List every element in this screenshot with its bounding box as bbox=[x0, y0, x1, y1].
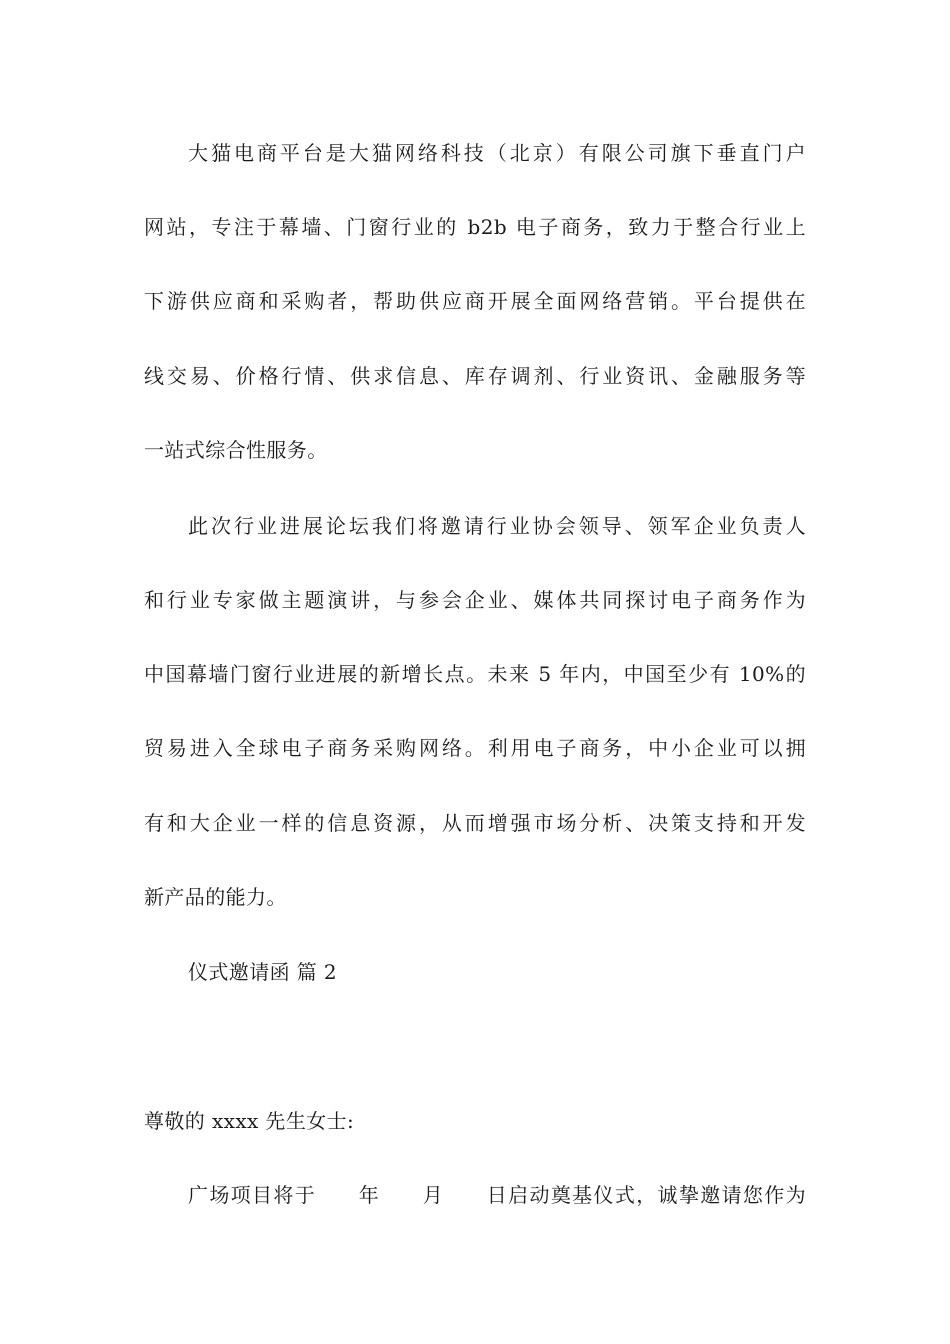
paragraph-1-line-4: 线交易、价格行情、供求信息、库存调剂、行业资讯、金融服务等 bbox=[144, 364, 806, 388]
paragraph-2-line-5: 有和大企业一样的信息资源，从而增强市场分析、决策支持和开发 bbox=[144, 811, 806, 835]
paragraph-2-line-6: 新产品的能力。 bbox=[144, 885, 287, 909]
section-heading: 仪式邀请函 篇 2 bbox=[188, 960, 338, 984]
paragraph-1-line-5: 一站式综合性服务。 bbox=[144, 438, 328, 462]
salutation: 尊敬的 xxxx 先生女士: bbox=[144, 1109, 355, 1133]
paragraph-2-line-3: 中国幕墙门窗行业进展的新增长点。未来 5 年内，中国至少有 10%的 bbox=[144, 662, 806, 686]
paragraph-2-line-4: 贸易进入全球电子商务采购网络。利用电子商务，中小企业可以拥 bbox=[144, 736, 806, 760]
paragraph-2-line-1: 此次行业进展论坛我们将邀请行业协会领导、领军企业负责人 bbox=[188, 514, 806, 538]
paragraph-1-line-3: 下游供应商和采购者，帮助供应商开展全面网络营销。平台提供在 bbox=[144, 289, 806, 313]
paragraph-1-line-1: 大猫电商平台是大猫网络科技（北京）有限公司旗下垂直门户 bbox=[188, 141, 806, 165]
paragraph-3-line-1: 广场项目将于 年 月 日启动奠基仪式，诚挚邀请您作为 bbox=[188, 1183, 806, 1207]
paragraph-2-line-2: 和行业专家做主题演讲，与参会企业、媒体共同探讨电子商务作为 bbox=[144, 588, 806, 612]
paragraph-1-line-2: 网站，专注于幕墙、门窗行业的 b2b 电子商务，致力于整合行业上 bbox=[144, 215, 806, 239]
